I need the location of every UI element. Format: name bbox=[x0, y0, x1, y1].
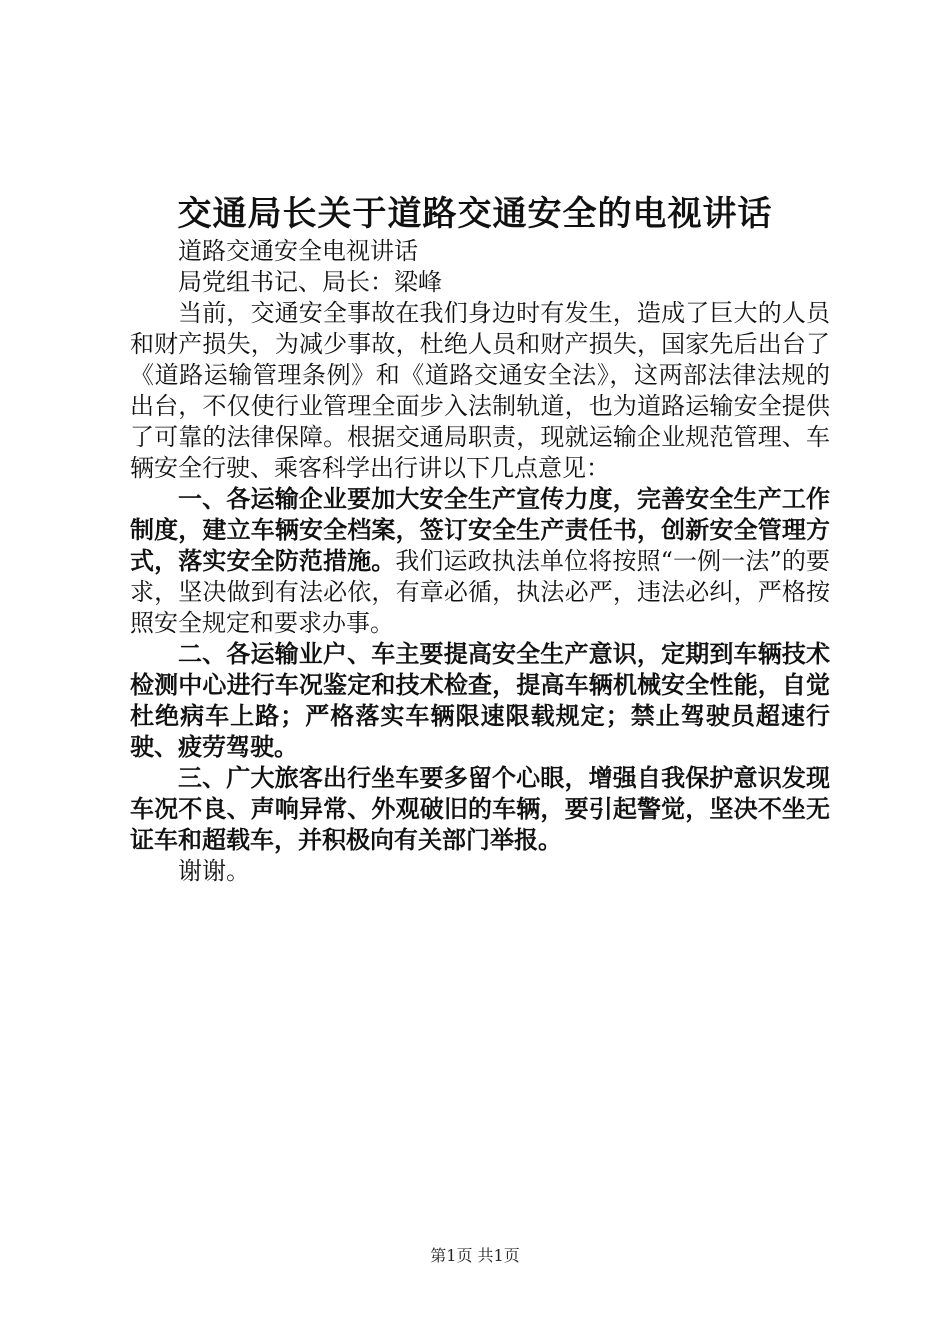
page-footer: 第1页 共1页 bbox=[430, 1246, 520, 1265]
point-three-paragraph: 三、广大旅客出行坐车要多留个心眼，增强自我保护意识发现车况不良、声响异常、外观破旧的车辆，要引起警觉，坚决不坐无证车和超载车，并积极向有关部门举报。 bbox=[130, 764, 830, 854]
closing-line: 谢谢。 bbox=[178, 857, 250, 885]
point-one-regular-text: 我们运政执法单位将按照“一例一法”的要求，坚决做到有法必依，有章必循，执法必严，违法必纠，严格按照安全规定和要求办事。 bbox=[130, 547, 830, 637]
speaker-line: 局党组书记、局长：梁峰 bbox=[178, 268, 442, 296]
intro-paragraph: 当前，交通安全事故在我们身边时有发生，造成了巨大的人员和财产损失，为减少事故，杜绝人员和财产损失，国家先后出台了《道路运输管理条例》和《道路交通安全法》，这两部法律法规的出台，不仅使行业管理全面步入法制轨道，也为道路运输安全提供了可靠的法律保障。根据交通局职责，现就运输企业规范管理、车辆安全行驶、乘客科学出行讲以下几点意见： bbox=[130, 299, 830, 482]
point-one-bold-text: 一、各运输企业要加大安全生产宣传力度，完善安全生产工作制度，建立车辆安全档案，签订安全生产责任书，创新安全管理方式，落实安全防范措施。 bbox=[130, 485, 830, 575]
subtitle-line: 道路交通安全电视讲话 bbox=[178, 237, 418, 265]
point-one-paragraph bbox=[130, 484, 830, 639]
document-body bbox=[130, 236, 830, 887]
document-title: 交通局长关于道路交通安全的电视讲话 bbox=[177, 194, 773, 234]
point-two-paragraph: 二、各运输业户、车主要提高安全生产意识，定期到车辆技术检测中心进行车况鉴定和技术检查，提高车辆机械安全性能，自觉杜绝病车上路；严格落实车辆限速限载规定；禁止驾驶员超速行驶、疲劳驾驶。 bbox=[130, 640, 830, 761]
